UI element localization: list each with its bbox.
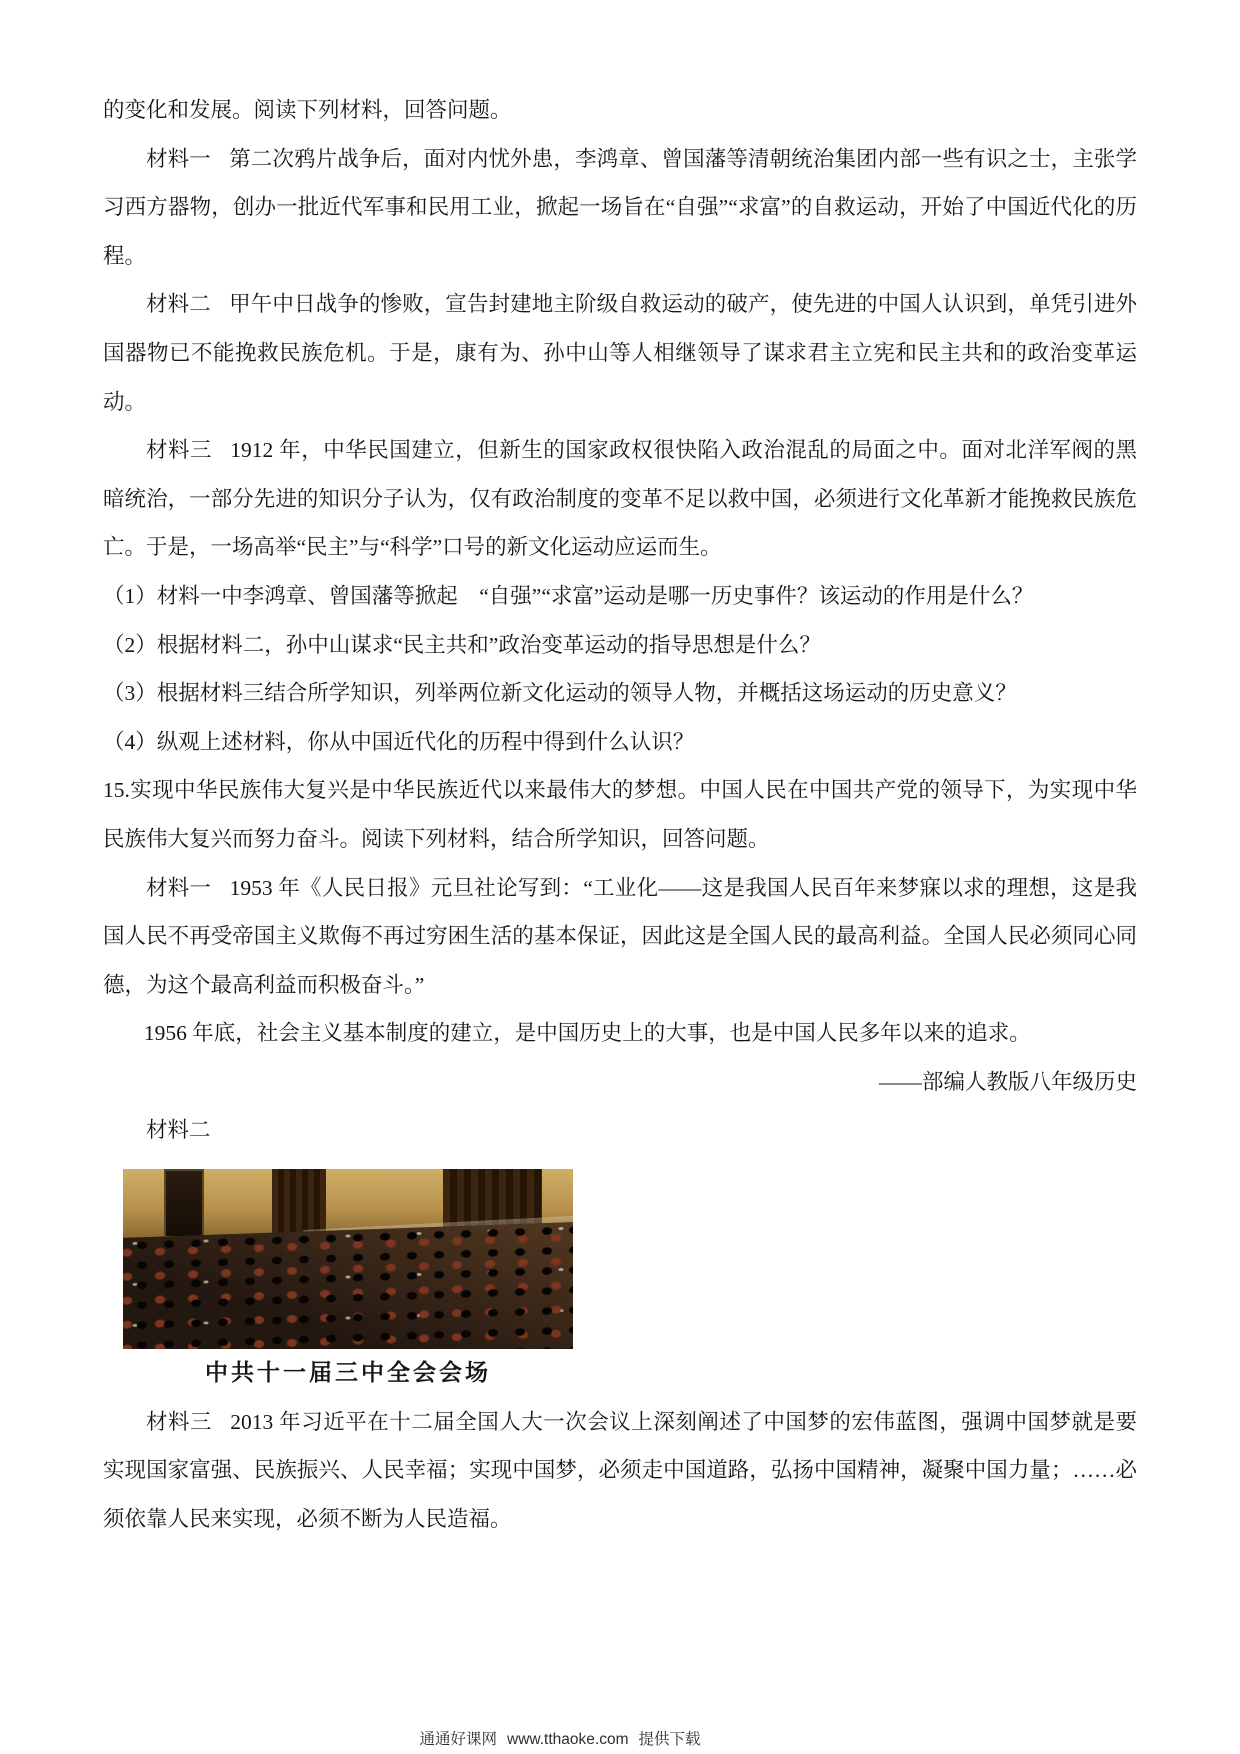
q15-material-three-label: 材料三 xyxy=(146,1409,213,1434)
footer-site-name: 通通好课网 xyxy=(419,1731,498,1748)
q14-material-one-paragraph xyxy=(103,135,1137,281)
photo-caption: 中共十一届三中全会会场 xyxy=(205,1360,491,1386)
photo-door xyxy=(164,1169,205,1236)
footer-download-note: 提供下载 xyxy=(638,1731,701,1748)
material-two-text: 甲午中日战争的惨败，宣告封建地主阶级自救运动的破产，使先进的中国人认识到，单凭引进外国器物已不能挽救民族危机。于是，康有为、孙中山等人相继领导了谋求君主立宪和民主共和的政治变革运动。 xyxy=(103,292,1137,414)
q15-material-three-text: 2013 年习近平在十二届全国人大一次会议上深刻阐述了中国梦的宏伟蓝图，强调中国梦就是要实现国家富强、民族振兴、人民幸福；实现中国梦，必须走中国道路，弘扬中国精神，凝聚中国力量；……必须依靠人民来实现，必须不断为人民造福。 xyxy=(103,1409,1137,1531)
q14-material-two-paragraph xyxy=(103,280,1137,426)
material-two-figure xyxy=(123,1169,573,1398)
q15-material-one-paragraph xyxy=(103,864,1137,1010)
q14-question-1: （1）材料一中李鸿章、曾国藩等掀起 “自强”“求富”运动是哪一历史事件？该运动的作用是什么？ xyxy=(103,583,1034,608)
q14-question-3: （3）根据材料三结合所学知识，列举两位新文化运动的领导人物，并概括这场运动的历史意义？ xyxy=(103,681,1017,706)
page-footer xyxy=(0,1727,1120,1749)
material-three-label: 材料三 xyxy=(146,438,213,463)
q15-material-one-continuation: 1956 年底，社会主义基本制度的建立，是中国历史上的大事，也是中国人民多年以来的追求。 xyxy=(143,1021,1031,1046)
photo-audience xyxy=(123,1222,573,1349)
q15-material-one-text: 1953 年《人民日报》元旦社论写到：“工业化——这是我国人民百年来梦寐以求的理想，这是我国人民不再受帝国主义欺侮不再过穷困生活的基本保证，因此这是全国人民的最高利益。全国人民必须同心同德，为这个最高利益而积极奋斗。” xyxy=(103,875,1137,997)
intro-continuation-line: 的变化和发展。阅读下列材料，回答问题。 xyxy=(103,98,512,122)
q14-material-three-paragraph xyxy=(103,426,1137,572)
material-one-label: 材料一 xyxy=(146,146,211,171)
source-attribution: ——部编人教版八年级历史 xyxy=(878,1069,1137,1094)
material-three-text: 1912 年，中华民国建立，但新生的国家政权很快陷入政治混乱的局面之中。面对北洋军阀的黑暗统治，一部分先进的知识分子认为，仅有政治制度的变革不足以救中国，必须进行文化革新才能挽救民族危亡。于是，一场高举“民主”与“科学”口号的新文化运动应运而生。 xyxy=(103,438,1137,560)
material-one-text: 第二次鸦片战争后，面对内忧外患，李鸿章、曾国藩等清朝统治集团内部一些有识之士，主张学习西方器物，创办一批近代军事和民用工业，掀起一场旨在“自强”“求富”的自救运动，开始了中国近代化的历程。 xyxy=(103,146,1137,268)
footer-site-url: www.tthaoke.com xyxy=(507,1731,629,1748)
material-two-label: 材料二 xyxy=(146,292,211,317)
q14-question-4: （4）纵观上述材料，你从中国近代化的历程中得到什么认识？ xyxy=(103,729,695,754)
q15-material-two-label-line: 材料二 xyxy=(146,1118,211,1143)
q15-intro-paragraph: 15.实现中华民族伟大复兴是中华民族近代以来最伟大的梦想。中国人民在中国共产党的领导下，为实现中华民族伟大复兴而努力奋斗。阅读下列材料，结合所学知识，回答问题。 xyxy=(103,778,1137,851)
document-body xyxy=(103,86,1137,1543)
q15-material-one-label: 材料一 xyxy=(146,875,212,900)
meeting-hall-photo xyxy=(123,1169,573,1349)
q14-question-2: （2）根据材料二，孙中山谋求“民主共和”政治变革运动的指导思想是什么？ xyxy=(103,632,821,657)
q15-material-three-paragraph xyxy=(103,1398,1137,1544)
